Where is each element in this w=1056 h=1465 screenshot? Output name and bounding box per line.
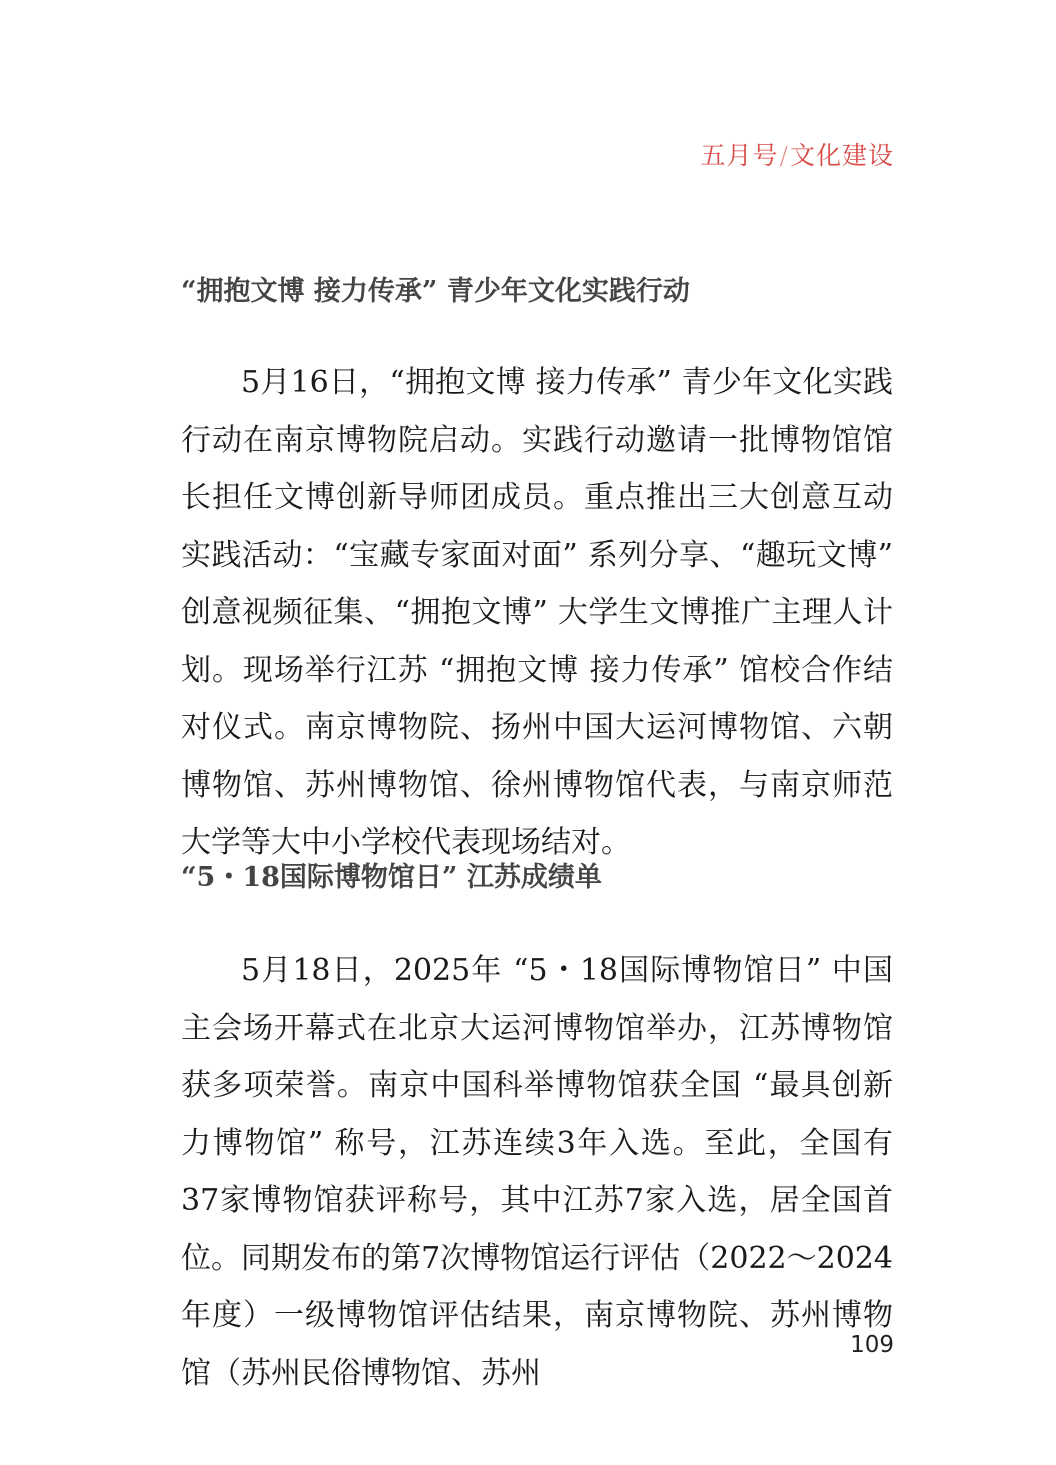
column-label: 文化建设 bbox=[789, 141, 894, 170]
section-heading: “5・18国际博物馆日” 江苏成绩单 bbox=[181, 862, 602, 893]
article-section-youth-practice bbox=[181, 272, 893, 872]
issue-label: 五月号 bbox=[700, 141, 779, 170]
article-section-museum-day bbox=[181, 858, 893, 1402]
running-header bbox=[701, 136, 894, 172]
section-paragraph: 5月18日，2025年 “5・18国际博物馆日” 中国主会场开幕式在北京大运河博物馆举办，江苏博物馆获多项荣誉。南京中国科举博物馆获全国 “最具创新力博物馆” 称号，江苏连续3年入选。至此，全国有37家博物馆获评称号，其中江苏7家入选，居全国首位。同期发布的第7次博物馆运行评估（2022～2024年度）一级博物馆评估结果，南京博物院、苏州博物馆（苏州民俗博物馆、苏州 bbox=[181, 953, 893, 1391]
header-separator: / bbox=[779, 141, 789, 170]
section-paragraph: 5月16日，“拥抱文博 接力传承” 青少年文化实践行动在南京博物院启动。实践行动邀请一批博物馆馆长担任文博创新导师团成员。重点推出三大创意互动实践活动：“宝藏专家面对面” 系列分享、“趣玩文博” 创意视频征集、“拥抱文博” 大学生文博推广主理人计划。现场举行江苏 “拥抱文博 接力传承” 馆校合作结对仪式。南京博物院、扬州中国大运河博物馆、六朝博物馆、苏州博物馆、徐州博物馆代表，与南京师范大学等大中小学校代表现场结对。 bbox=[181, 365, 893, 860]
section-heading: “拥抱文博 接力传承” 青少年文化实践行动 bbox=[181, 276, 690, 307]
page-number: 109 bbox=[850, 1332, 894, 1358]
